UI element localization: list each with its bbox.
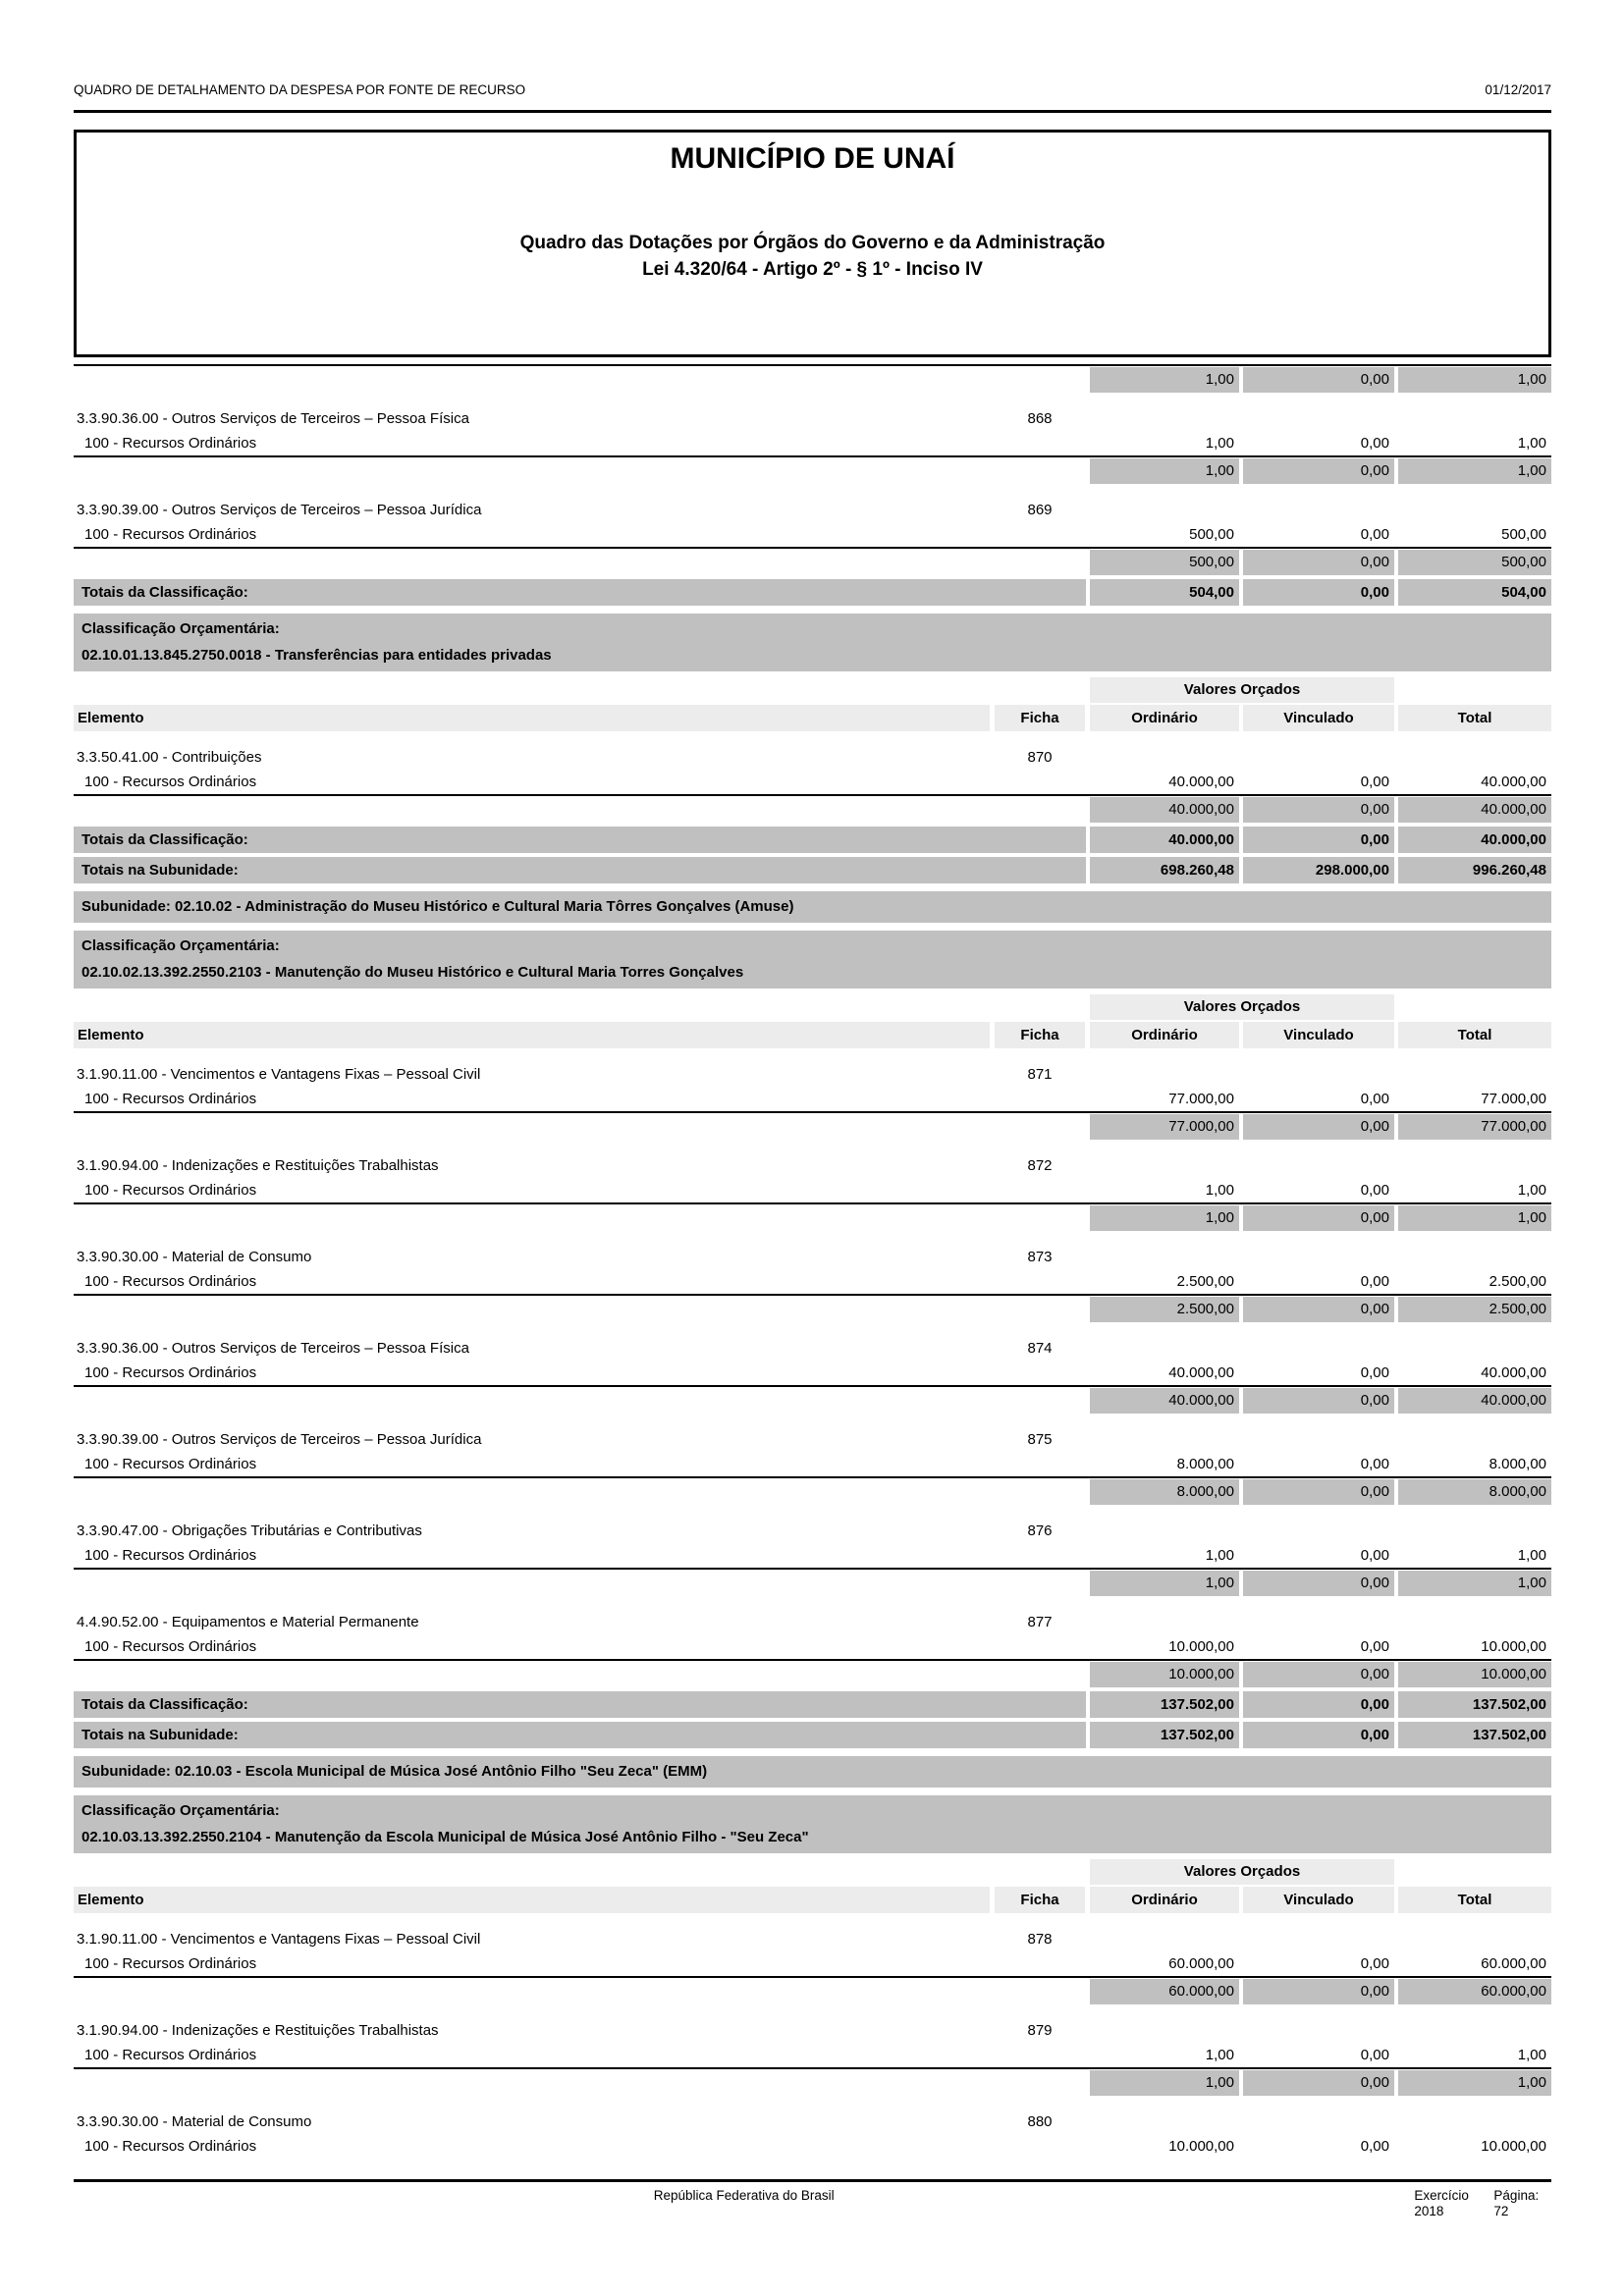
element-name: 3.3.90.36.00 - Outros Serviços de Terceiros – Pessoa Física xyxy=(77,410,469,427)
report-subtitle: Quadro das Dotações por Órgãos do Governo e da Administração xyxy=(519,233,1106,253)
column-header-ordinario: Ordinário xyxy=(1090,1887,1239,1913)
total-value: 2.500,00 xyxy=(1398,1297,1551,1322)
ordinario-value: 504,00 xyxy=(1090,579,1239,606)
vinculado-value: 0,00 xyxy=(1243,579,1394,606)
fonte-label: 100 - Recursos Ordinários xyxy=(84,1182,257,1199)
subunit-band xyxy=(74,1756,1551,1788)
fonte-row xyxy=(74,771,1551,794)
fonte-row xyxy=(74,1179,1551,1202)
fonte-row xyxy=(74,523,1551,547)
fonte-label: 100 - Recursos Ordinários xyxy=(84,2047,257,2063)
fonte-label: 100 - Recursos Ordinários xyxy=(84,1638,257,1655)
report-date: 01/12/2017 xyxy=(1485,82,1551,97)
element-name: 3.3.90.39.00 - Outros Serviços de Terceiros – Pessoa Jurídica xyxy=(77,502,482,518)
total-value: 60.000,00 xyxy=(1398,1979,1551,2004)
vinculado-value: 0,00 xyxy=(1243,2070,1394,2096)
classification-band xyxy=(74,1795,1551,1853)
header-rule xyxy=(74,110,1551,113)
subtotal-row xyxy=(74,1297,1551,1322)
total-value: 1,00 xyxy=(1398,367,1551,393)
element-name: 3.3.90.47.00 - Obrigações Tributárias e Contributivas xyxy=(77,1522,422,1539)
row-separator-rule xyxy=(74,1111,1551,1113)
classification-band xyxy=(74,931,1551,988)
vinculado-value: 0,00 xyxy=(1360,2138,1389,2155)
vinculado-value: 298.000,00 xyxy=(1243,857,1394,883)
municipality-title: MUNICÍPIO DE UNAÍ xyxy=(670,142,955,175)
ficha-value: 868 xyxy=(1027,410,1053,427)
fonte-label: 100 - Recursos Ordinários xyxy=(84,526,257,543)
row-separator-rule xyxy=(74,1568,1551,1570)
element-name: 3.3.90.36.00 - Outros Serviços de Terceiros – Pessoa Física xyxy=(77,1340,469,1357)
subunit-label: Subunidade: 02.10.02 - Administração do Museu Histórico e Cultural Maria Tôrres Gonçalves (Amuse) xyxy=(81,898,794,915)
total-value: 10.000,00 xyxy=(1398,1662,1551,1687)
ordinario-value: 698.260,48 xyxy=(1090,857,1239,883)
ordinario-value: 40.000,00 xyxy=(1090,827,1239,853)
vinculado-value: 0,00 xyxy=(1360,526,1389,543)
ficha-value: 874 xyxy=(1027,1340,1053,1357)
vinculado-value: 0,00 xyxy=(1243,1691,1394,1718)
ordinario-value: 1,00 xyxy=(1090,367,1239,393)
ordinario-value: 2.500,00 xyxy=(1176,1273,1234,1290)
ordinario-value: 1,00 xyxy=(1090,2070,1239,2096)
row-separator-rule xyxy=(74,1976,1551,1978)
footer-rule xyxy=(74,2179,1551,2182)
total-value: 77.000,00 xyxy=(1481,1091,1546,1107)
footer-left: Exercício 2018 xyxy=(1414,2188,1469,2218)
element-name: 3.1.90.11.00 - Vencimentos e Vantagens Fixas – Pessoal Civil xyxy=(77,1066,481,1083)
element-block xyxy=(74,1153,1551,1231)
totals-row xyxy=(74,1691,1551,1718)
vinculado-value: 0,00 xyxy=(1360,1638,1389,1655)
valores-orcados-label: Valores Orçados xyxy=(1090,1859,1394,1885)
column-header-ficha: Ficha xyxy=(995,705,1085,731)
element-block xyxy=(74,1927,1551,2004)
element-row xyxy=(74,1153,1551,1179)
total-value: 1,00 xyxy=(1398,1205,1551,1231)
column-header-vinculado: Vinculado xyxy=(1243,1022,1394,1048)
subunit-label: Subunidade: 02.10.03 - Escola Municipal de Música José Antônio Filho "Seu Zeca" (EMM) xyxy=(81,1763,708,1780)
ordinario-value: 10.000,00 xyxy=(1168,1638,1234,1655)
totals-label: Totais da Classificação: xyxy=(74,827,1086,853)
ordinario-value: 1,00 xyxy=(1090,458,1239,484)
fonte-label: 100 - Recursos Ordinários xyxy=(84,1364,257,1381)
element-row xyxy=(74,1427,1551,1453)
total-value: 77.000,00 xyxy=(1398,1114,1551,1140)
total-value: 40.000,00 xyxy=(1398,1388,1551,1414)
fonte-row xyxy=(74,1952,1551,1976)
column-header-elemento: Elemento xyxy=(74,705,990,731)
valores-orcados-row xyxy=(74,677,1551,703)
ordinario-value: 1,00 xyxy=(1090,1571,1239,1596)
vinculado-value: 0,00 xyxy=(1243,1297,1394,1322)
element-row xyxy=(74,2018,1551,2044)
column-header-total: Total xyxy=(1398,1887,1551,1913)
ordinario-value: 500,00 xyxy=(1090,550,1239,575)
fonte-label: 100 - Recursos Ordinários xyxy=(84,774,257,790)
element-name: 3.3.90.30.00 - Material de Consumo xyxy=(77,2113,312,2130)
total-value: 1,00 xyxy=(1398,458,1551,484)
vinculado-value: 0,00 xyxy=(1243,458,1394,484)
ordinario-value: 500,00 xyxy=(1189,526,1234,543)
valores-orcados-row xyxy=(74,994,1551,1020)
row-separator-rule xyxy=(74,547,1551,549)
vinculado-value: 0,00 xyxy=(1360,1547,1389,1564)
ficha-value: 872 xyxy=(1027,1157,1053,1174)
row-separator-rule xyxy=(74,455,1551,457)
total-value: 996.260,48 xyxy=(1398,857,1551,883)
ficha-value: 873 xyxy=(1027,1249,1053,1265)
row-separator-rule xyxy=(74,794,1551,796)
valores-orcados-label: Valores Orçados xyxy=(1090,994,1394,1020)
total-value: 40.000,00 xyxy=(1481,1364,1546,1381)
classification-line: Classificação Orçamentária: xyxy=(81,620,280,637)
fonte-row xyxy=(74,1270,1551,1294)
page-content xyxy=(74,0,1551,2159)
element-row xyxy=(74,406,1551,432)
vinculado-value: 0,00 xyxy=(1243,1979,1394,2004)
column-header-ordinario: Ordinário xyxy=(1090,1022,1239,1048)
report-subtitle-block xyxy=(77,230,1548,283)
fonte-label: 100 - Recursos Ordinários xyxy=(84,435,257,452)
element-row xyxy=(74,1610,1551,1635)
fonte-row xyxy=(74,1362,1551,1385)
classification-band xyxy=(74,614,1551,671)
subtotal-row xyxy=(74,458,1551,484)
page-header xyxy=(74,82,1551,98)
element-name: 3.1.90.94.00 - Indenizações e Restituições Trabalhistas xyxy=(77,1157,439,1174)
vinculado-value: 0,00 xyxy=(1360,1955,1389,1972)
fonte-row xyxy=(74,1453,1551,1476)
column-header-vinculado: Vinculado xyxy=(1243,1887,1394,1913)
element-row xyxy=(74,1927,1551,1952)
element-block xyxy=(74,2018,1551,2096)
footer-right: Página: 72 xyxy=(1493,2188,1540,2218)
ordinario-value: 1,00 xyxy=(1090,1205,1239,1231)
subunit-band xyxy=(74,891,1551,923)
ordinario-value: 60.000,00 xyxy=(1168,1955,1234,1972)
classification-line: 02.10.03.13.392.2550.2104 - Manutenção da Escola Municipal de Música José Antônio Filho - "Seu Zeca" xyxy=(81,1829,809,1845)
subtotal-row xyxy=(74,1205,1551,1231)
ordinario-value: 77.000,00 xyxy=(1168,1091,1234,1107)
element-row xyxy=(74,498,1551,523)
classification-line: 02.10.02.13.392.2550.2103 - Manutenção do Museu Histórico e Cultural Maria Torres Gonçalves xyxy=(81,964,744,981)
total-value: 500,00 xyxy=(1398,550,1551,575)
element-row xyxy=(74,1519,1551,1544)
total-value: 1,00 xyxy=(1398,2070,1551,2096)
title-box xyxy=(74,130,1551,357)
element-name: 3.3.90.39.00 - Outros Serviços de Terceiros – Pessoa Jurídica xyxy=(77,1431,482,1448)
row-separator-rule xyxy=(74,2067,1551,2069)
element-block xyxy=(74,1519,1551,1596)
subtotal-row xyxy=(74,1979,1551,2004)
row-separator-rule xyxy=(74,1385,1551,1387)
ordinario-value: 1,00 xyxy=(1205,435,1234,452)
ficha-value: 877 xyxy=(1027,1614,1053,1630)
ficha-value: 875 xyxy=(1027,1431,1053,1448)
ordinario-value: 77.000,00 xyxy=(1090,1114,1239,1140)
total-value: 500,00 xyxy=(1501,526,1546,543)
element-block xyxy=(74,1427,1551,1505)
fonte-row xyxy=(74,432,1551,455)
vinculado-value: 0,00 xyxy=(1243,1722,1394,1748)
ordinario-value: 8.000,00 xyxy=(1090,1479,1239,1505)
ficha-value: 879 xyxy=(1027,2022,1053,2039)
row-separator-rule xyxy=(74,1659,1551,1661)
element-block xyxy=(74,498,1551,575)
element-block xyxy=(74,2109,1551,2159)
total-value: 2.500,00 xyxy=(1489,1273,1546,1290)
element-name: 3.1.90.11.00 - Vencimentos e Vantagens Fixas – Pessoal Civil xyxy=(77,1931,481,1948)
page-footer xyxy=(74,2188,1551,2219)
column-header-total: Total xyxy=(1398,705,1551,731)
ordinario-value: 40.000,00 xyxy=(1168,1364,1234,1381)
element-block xyxy=(74,1610,1551,1687)
total-value: 8.000,00 xyxy=(1489,1456,1546,1472)
total-value: 1,00 xyxy=(1517,2047,1546,2063)
vinculado-value: 0,00 xyxy=(1243,367,1394,393)
vinculado-value: 0,00 xyxy=(1243,1114,1394,1140)
fonte-row xyxy=(74,2044,1551,2067)
total-value: 40.000,00 xyxy=(1398,797,1551,823)
vinculado-value: 0,00 xyxy=(1360,1364,1389,1381)
fonte-row xyxy=(74,2135,1551,2159)
vinculado-value: 0,00 xyxy=(1243,1388,1394,1414)
subtotal-row xyxy=(74,1571,1551,1596)
total-value: 40.000,00 xyxy=(1481,774,1546,790)
ordinario-value: 40.000,00 xyxy=(1090,797,1239,823)
subtotal-row xyxy=(74,1388,1551,1414)
column-header-vinculado: Vinculado xyxy=(1243,705,1394,731)
vinculado-value: 0,00 xyxy=(1243,1479,1394,1505)
total-value: 1,00 xyxy=(1517,1182,1546,1199)
element-row xyxy=(74,1336,1551,1362)
vinculado-value: 0,00 xyxy=(1243,827,1394,853)
carryover-subtotal-block xyxy=(74,364,1551,393)
total-value: 8.000,00 xyxy=(1398,1479,1551,1505)
element-block xyxy=(74,406,1551,484)
element-row xyxy=(74,1245,1551,1270)
ordinario-value: 1,00 xyxy=(1205,1182,1234,1199)
vinculado-value: 0,00 xyxy=(1243,1662,1394,1687)
total-value: 137.502,00 xyxy=(1398,1722,1551,1748)
total-value: 1,00 xyxy=(1517,435,1546,452)
subtotal-row xyxy=(74,367,1551,393)
fonte-label: 100 - Recursos Ordinários xyxy=(84,1456,257,1472)
vinculado-value: 0,00 xyxy=(1360,1273,1389,1290)
column-header-elemento: Elemento xyxy=(74,1022,990,1048)
totals-row xyxy=(74,857,1551,883)
ficha-value: 870 xyxy=(1027,749,1053,766)
subtotal-row xyxy=(74,1662,1551,1687)
ordinario-value: 1,00 xyxy=(1205,1547,1234,1564)
element-row xyxy=(74,1062,1551,1088)
vinculado-value: 0,00 xyxy=(1243,1205,1394,1231)
row-separator-rule xyxy=(74,1202,1551,1204)
totals-label: Totais na Subunidade: xyxy=(74,857,1086,883)
ordinario-value: 137.502,00 xyxy=(1090,1722,1239,1748)
classification-line: 02.10.01.13.845.2750.0018 - Transferências para entidades privadas xyxy=(81,647,552,664)
ordinario-value: 137.502,00 xyxy=(1090,1691,1239,1718)
ordinario-value: 40.000,00 xyxy=(1168,774,1234,790)
ficha-value: 880 xyxy=(1027,2113,1053,2130)
total-value: 10.000,00 xyxy=(1481,1638,1546,1655)
ordinario-value: 1,00 xyxy=(1205,2047,1234,2063)
ordinario-value: 60.000,00 xyxy=(1090,1979,1239,2004)
element-block xyxy=(74,745,1551,823)
classification-line: Classificação Orçamentária: xyxy=(81,1802,280,1819)
row-separator-rule xyxy=(74,1476,1551,1478)
column-header-total: Total xyxy=(1398,1022,1551,1048)
ordinario-value: 10.000,00 xyxy=(1168,2138,1234,2155)
vinculado-value: 0,00 xyxy=(1360,2047,1389,2063)
fonte-row xyxy=(74,1635,1551,1659)
fonte-row xyxy=(74,1088,1551,1111)
ficha-value: 878 xyxy=(1027,1931,1053,1948)
totals-row xyxy=(74,579,1551,606)
column-header-ficha: Ficha xyxy=(995,1022,1085,1048)
ficha-value: 871 xyxy=(1027,1066,1053,1083)
totals-label: Totais da Classificação: xyxy=(74,579,1086,606)
fonte-label: 100 - Recursos Ordinários xyxy=(84,1547,257,1564)
element-block xyxy=(74,1062,1551,1140)
subtotal-row xyxy=(74,1114,1551,1140)
vinculado-value: 0,00 xyxy=(1243,550,1394,575)
report-title: QUADRO DE DETALHAMENTO DA DESPESA POR FONTE DE RECURSO xyxy=(74,82,526,97)
footer-center: República Federativa do Brasil xyxy=(653,2188,835,2203)
ordinario-value: 40.000,00 xyxy=(1090,1388,1239,1414)
total-value: 1,00 xyxy=(1517,1547,1546,1564)
fonte-label: 100 - Recursos Ordinários xyxy=(84,1273,257,1290)
budget-table xyxy=(74,364,1551,2159)
element-row xyxy=(74,2109,1551,2135)
valores-orcados-label: Valores Orçados xyxy=(1090,677,1394,703)
column-header-row xyxy=(74,1022,1551,1048)
vinculado-value: 0,00 xyxy=(1243,1571,1394,1596)
vinculado-value: 0,00 xyxy=(1243,797,1394,823)
column-header-elemento: Elemento xyxy=(74,1887,990,1913)
row-separator-rule xyxy=(74,364,1551,366)
ficha-value: 869 xyxy=(1027,502,1053,518)
row-separator-rule xyxy=(74,1294,1551,1296)
totals-row xyxy=(74,827,1551,853)
vinculado-value: 0,00 xyxy=(1360,1456,1389,1472)
total-value: 504,00 xyxy=(1398,579,1551,606)
report-law-reference: Lei 4.320/64 - Artigo 2º - § 1º - Inciso IV xyxy=(642,259,983,280)
ordinario-value: 2.500,00 xyxy=(1090,1297,1239,1322)
element-block xyxy=(74,1245,1551,1322)
ficha-value: 876 xyxy=(1027,1522,1053,1539)
column-header-ficha: Ficha xyxy=(995,1887,1085,1913)
total-value: 60.000,00 xyxy=(1481,1955,1546,1972)
column-header-row xyxy=(74,1887,1551,1913)
totals-label: Totais na Subunidade: xyxy=(74,1722,1086,1748)
vinculado-value: 0,00 xyxy=(1360,1182,1389,1199)
column-header-row xyxy=(74,705,1551,731)
total-value: 10.000,00 xyxy=(1481,2138,1546,2155)
fonte-label: 100 - Recursos Ordinários xyxy=(84,1955,257,1972)
totals-row xyxy=(74,1722,1551,1748)
element-name: 3.3.90.30.00 - Material de Consumo xyxy=(77,1249,312,1265)
classification-line: Classificação Orçamentária: xyxy=(81,937,280,954)
ordinario-value: 10.000,00 xyxy=(1090,1662,1239,1687)
totals-label: Totais da Classificação: xyxy=(74,1691,1086,1718)
vinculado-value: 0,00 xyxy=(1360,1091,1389,1107)
column-header-ordinario: Ordinário xyxy=(1090,705,1239,731)
ordinario-value: 8.000,00 xyxy=(1176,1456,1234,1472)
total-value: 137.502,00 xyxy=(1398,1691,1551,1718)
subtotal-row xyxy=(74,2070,1551,2096)
subtotal-row xyxy=(74,797,1551,823)
fonte-label: 100 - Recursos Ordinários xyxy=(84,2138,257,2155)
subtotal-row xyxy=(74,1479,1551,1505)
subtotal-row xyxy=(74,550,1551,575)
fonte-label: 100 - Recursos Ordinários xyxy=(84,1091,257,1107)
fonte-row xyxy=(74,1544,1551,1568)
element-name: 3.1.90.94.00 - Indenizações e Restituições Trabalhistas xyxy=(77,2022,439,2039)
total-value: 40.000,00 xyxy=(1398,827,1551,853)
vinculado-value: 0,00 xyxy=(1360,774,1389,790)
element-name: 4.4.90.52.00 - Equipamentos e Material Permanente xyxy=(77,1614,419,1630)
element-block xyxy=(74,1336,1551,1414)
vinculado-value: 0,00 xyxy=(1360,435,1389,452)
element-row xyxy=(74,745,1551,771)
valores-orcados-row xyxy=(74,1859,1551,1885)
element-name: 3.3.50.41.00 - Contribuições xyxy=(77,749,262,766)
total-value: 1,00 xyxy=(1398,1571,1551,1596)
